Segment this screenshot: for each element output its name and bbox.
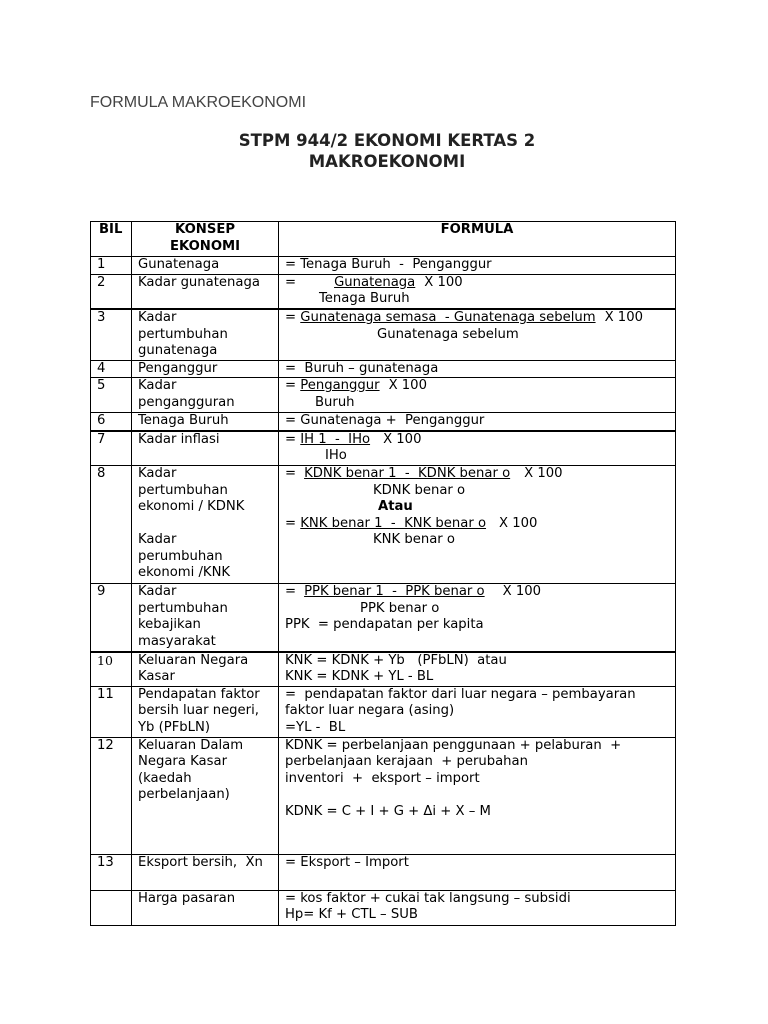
formula-text: Hp= Kf + CTL – SUB	[285, 907, 418, 922]
denominator: KNK benar o	[373, 532, 455, 547]
equals-sign: =	[285, 584, 297, 599]
konsep-text: masyarakat	[138, 633, 216, 649]
konsep-text: pertumbuhan	[138, 482, 228, 498]
row-number: 1	[91, 257, 132, 275]
equals-sign: =	[285, 431, 297, 447]
denominator: Tenaga Buruh	[319, 291, 410, 306]
row-number	[91, 890, 132, 925]
table-row	[91, 890, 676, 925]
konsep-cell	[132, 466, 279, 584]
konsep-cell	[132, 584, 279, 652]
formula-text: perbelanjaan kerajaan + perubahan	[285, 754, 528, 769]
konsep-text: bersih luar negeri,	[138, 703, 259, 718]
konsep-text: Keluaran Negara	[138, 652, 249, 668]
col-header-konsep-line1: KONSEP	[174, 222, 236, 237]
col-header-formula: FORMULA	[279, 222, 676, 257]
konsep-spacer	[138, 516, 278, 533]
formula-cell	[279, 413, 676, 431]
formula-text: faktor luar negara (asing)	[285, 703, 455, 718]
formula-note: PPK = pendapatan per kapita	[285, 617, 484, 632]
document-header: FORMULA MAKROEKONOMI	[90, 94, 307, 111]
formula-cell	[279, 737, 676, 854]
row-number: 11	[91, 686, 132, 737]
formula-cell	[279, 378, 676, 413]
table-row	[91, 274, 676, 309]
konsep-text: Kadar	[138, 532, 177, 547]
formula-text: KDNK = C + I + G + Δi + X – M	[285, 803, 491, 819]
formula-text: = pendapatan faktor dari luar negara – pembayaran	[285, 686, 636, 702]
equals-sign: =	[285, 274, 297, 290]
col-header-konsep-line2: EKONOMI	[169, 238, 241, 254]
konsep-cell	[132, 309, 279, 360]
row-number: 6	[91, 413, 132, 431]
col-header-konsep	[132, 222, 279, 257]
formula-text: inventori + eksport – import	[285, 770, 480, 786]
formula-line	[285, 432, 675, 449]
formula-line	[285, 466, 675, 483]
row-number: 10	[91, 652, 132, 687]
table-header-row	[91, 222, 676, 257]
table-row	[91, 686, 676, 737]
denominator: Gunatenaga sebelum	[377, 326, 519, 342]
formula-table	[90, 221, 676, 926]
multiplier: X 100	[604, 310, 643, 325]
formula-text: = Eksport – Import	[285, 854, 409, 870]
konsep-text: pertumbuhan	[138, 326, 228, 342]
konsep-cell	[132, 378, 279, 413]
table-row	[91, 652, 676, 687]
konsep-text: pengangguran	[138, 394, 235, 410]
formula-cell	[279, 257, 676, 275]
table-row	[91, 584, 676, 652]
numerator: IH 1 - IHo	[300, 431, 371, 447]
konsep-text: Harga pasaran	[138, 890, 236, 906]
row-number: 5	[91, 378, 132, 413]
formula-text: = Buruh – gunatenaga	[285, 360, 439, 376]
row-number: 13	[91, 854, 132, 890]
konsep-cell	[132, 854, 279, 890]
equals-sign: =	[285, 310, 297, 325]
konsep-text: ekonomi / KDNK	[138, 499, 245, 514]
equals-sign: =	[285, 378, 297, 393]
konsep-text: Negara Kasar	[138, 754, 227, 769]
multiplier: X 100	[524, 466, 563, 481]
table-row	[91, 257, 676, 275]
konsep-text: pertumbuhan	[138, 600, 228, 616]
formula-spacer	[285, 787, 675, 804]
formula-text: KNK = KDNK + YL - BL	[285, 669, 434, 684]
konsep-cell	[132, 413, 279, 431]
konsep-text: Kadar	[138, 584, 177, 599]
row-number: 2	[91, 274, 132, 309]
denominator: KDNK benar o	[373, 482, 466, 498]
konsep-text: Kadar gunatenaga	[138, 274, 260, 290]
formula-cell	[279, 686, 676, 737]
table-row	[91, 378, 676, 413]
konsep-cell	[132, 652, 279, 687]
multiplier: X 100	[383, 431, 422, 447]
konsep-text: ekonomi /KNK	[138, 565, 231, 580]
konsep-text: gunatenaga	[138, 343, 218, 358]
formula-text: KDNK = perbelanjaan penggunaan + pelaburan +	[285, 737, 622, 753]
numerator: KNK benar 1 - KNK benar o	[300, 515, 487, 531]
row-number: 9	[91, 584, 132, 652]
konsep-text: Gunatenaga	[138, 257, 220, 272]
formula-cell	[279, 584, 676, 652]
konsep-text: Kadar	[138, 378, 177, 393]
table-row	[91, 431, 676, 466]
formula-text: KNK = KDNK + Yb (PFbLN) atau	[285, 652, 507, 668]
konsep-text: perumbuhan	[138, 548, 223, 564]
row-number: 8	[91, 466, 132, 584]
formula-line	[285, 378, 675, 395]
formula-text: = Gunatenaga + Penganggur	[285, 413, 485, 428]
konsep-cell	[132, 360, 279, 378]
formula-cell	[279, 360, 676, 378]
title-line-2: MAKROEKONOMI	[308, 152, 466, 171]
formula-cell	[279, 854, 676, 890]
col-header-bil: BIL	[91, 222, 132, 257]
numerator: Gunatenaga	[334, 274, 416, 290]
konsep-text: (kaedah	[138, 770, 192, 786]
formula-text: = kos faktor + cukai tak langsung – subsidi	[285, 890, 571, 906]
formula-cell	[279, 466, 676, 584]
konsep-text: Keluaran Dalam	[138, 737, 244, 753]
multiplier: X 100	[424, 274, 463, 290]
konsep-cell	[132, 257, 279, 275]
table-row	[91, 309, 676, 360]
title-line-1: STPM 944/2 EKONOMI KERTAS 2	[238, 131, 536, 150]
konsep-cell	[132, 274, 279, 309]
numerator: PPK benar 1 - PPK benar o	[304, 584, 485, 599]
konsep-cell	[132, 686, 279, 737]
numerator: Gunatenaga semasa - Gunatenaga sebelum	[300, 310, 596, 325]
formula-cell	[279, 890, 676, 925]
table-row	[91, 413, 676, 431]
konsep-text: Kasar	[138, 669, 175, 684]
multiplier: X 100	[388, 378, 427, 393]
konsep-text: Eksport bersih, Xn	[138, 854, 263, 870]
atau-label: Atau	[378, 499, 413, 514]
table-row	[91, 854, 676, 890]
konsep-text: Tenaga Buruh	[138, 413, 229, 428]
konsep-text: Penganggur	[138, 360, 218, 376]
numerator: KDNK benar 1 - KDNK benar o	[304, 466, 511, 481]
row-number: 4	[91, 360, 132, 378]
formula-cell	[279, 309, 676, 360]
konsep-text: Yb (PFbLN)	[138, 719, 211, 735]
numerator: Penganggur	[300, 378, 380, 393]
table-row	[91, 360, 676, 378]
document-title	[90, 130, 684, 172]
formula-line	[285, 310, 675, 327]
denominator: PPK benar o	[360, 600, 440, 616]
formula-cell	[279, 431, 676, 466]
konsep-text: Kadar	[138, 466, 177, 481]
formula-text: = Tenaga Buruh - Penganggur	[285, 257, 492, 272]
konsep-text: kebajikan	[138, 617, 201, 632]
row-number: 3	[91, 309, 132, 360]
formula-cell	[279, 274, 676, 309]
row-number: 7	[91, 431, 132, 466]
table-row	[91, 466, 676, 584]
konsep-cell	[132, 737, 279, 854]
denominator: Buruh	[315, 394, 355, 410]
table-row	[91, 737, 676, 854]
konsep-text: Pendapatan faktor	[138, 686, 260, 702]
multiplier: X 100	[502, 584, 542, 599]
formula-line	[285, 275, 675, 292]
konsep-cell	[132, 431, 279, 466]
konsep-cell	[132, 890, 279, 925]
equals-sign: =	[285, 515, 297, 531]
formula-text: =YL - BL	[285, 719, 346, 735]
denominator: IHo	[325, 448, 347, 463]
konsep-text: perbelanjaan)	[138, 787, 230, 802]
row-number: 12	[91, 737, 132, 854]
equals-sign: =	[285, 466, 297, 481]
formula-line	[285, 516, 675, 533]
formula-cell	[279, 652, 676, 687]
konsep-text: Kadar inflasi	[138, 431, 220, 447]
konsep-text: Kadar	[138, 310, 177, 325]
formula-line	[285, 584, 675, 601]
multiplier: X 100	[499, 515, 538, 531]
